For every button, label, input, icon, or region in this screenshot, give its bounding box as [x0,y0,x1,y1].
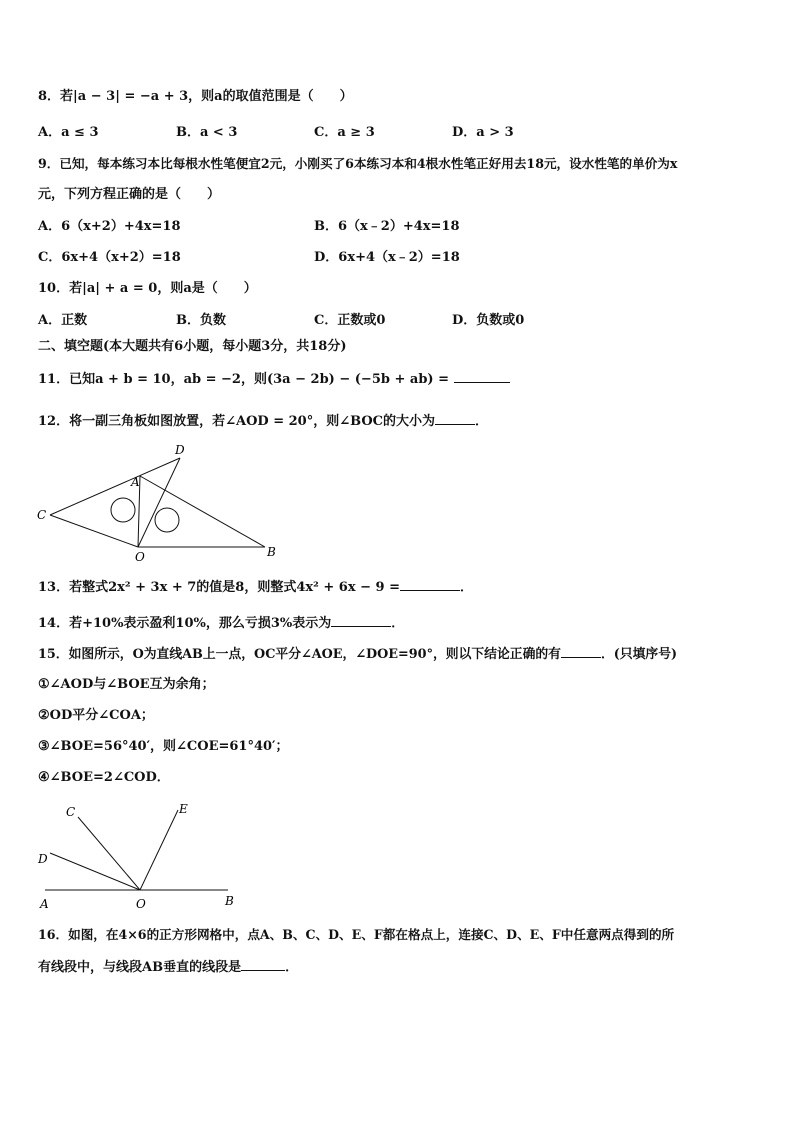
ray-oc [78,817,140,890]
q10-option-c: C．正数或0 [314,313,386,328]
q14-answer-blank[interactable] [331,613,391,627]
q15-item-2: ②OD平分∠COA； [38,708,154,723]
q8-option-c: C．a ≥ 3 [314,125,375,140]
q9-stem-line1: 9．已知，每本练习本比每根水性笔便宜2元，小刚买了6本练习本和4根水性笔正好用去18元，设水性笔的单价为x [38,156,678,171]
q16-answer-blank[interactable] [241,957,285,971]
q15-answer-blank[interactable] [561,644,601,658]
q8-option-d: D．a > 3 [452,125,514,140]
label-o: O [136,897,146,911]
label-b: B [267,545,276,559]
figure-triangles [30,440,290,565]
q13-answer-blank[interactable] [400,577,460,591]
q14-tail: ． [391,616,405,631]
q14-text: 14．若+10%表示盈利10%，那么亏损3%表示为 [38,616,332,631]
q15-tail: ．(只填序号) [600,647,678,662]
q9-stem-line2: 元，下列方程正确的是（ ） [38,187,221,202]
q15-item-3: ③∠BOE=56°40′，则∠COE=61°40′； [38,739,289,754]
label-a: A [131,475,140,489]
q8-option-b: B．a < 3 [176,125,238,140]
q11-answer-blank[interactable] [454,369,510,383]
q16-line1: 16．如图，在4×6的正方形网格中，点A、B、C、D、E、F都在格点上，连接C、D、E、F中任意两点得到的所 [38,927,675,942]
ray-oe [140,810,178,890]
q12-tail: ． [475,414,489,429]
segment-co [50,515,138,547]
q8-option-a: A．a ≤ 3 [38,125,99,140]
q13-text: 13．若整式2x² + 3x + 7的值是8，则整式4x² + 6x − 9 = [38,580,400,595]
q9-option-d: D．6x+4（x﹣2）=18 [314,250,460,265]
q12-answer-blank[interactable] [435,411,475,425]
q15-item-4: ④∠BOE=2∠COD． [38,770,170,785]
section-heading: 二、填空题(本大题共有6小题，每小题3分，共18分) [38,339,347,354]
label-e: E [179,802,188,816]
hole-right [155,508,179,532]
q15-text: 15．如图所示，O为直线AB上一点，OC平分∠AOE，∠DOE=90°，则以下结论正确的有 [38,647,561,662]
q16-row [38,957,298,977]
q8-stem: 8．若|a − 3| = −a + 3，则a的取值范围是（ ） [38,89,353,104]
q15-item-1: ①∠AOD与∠BOE互为余角； [38,677,215,692]
q13-row [38,577,473,597]
label-b: B [225,894,234,908]
q10-stem: 10．若|a| + a = 0，则a是（ ） [38,281,257,296]
q15-row [38,644,677,664]
q9-option-b: B．6（x﹣2）+4x=18 [314,219,460,234]
q10-option-a: A．正数 [38,313,88,328]
label-c: C [37,508,47,522]
segment-do [138,458,180,547]
q10-option-b: B．负数 [176,313,226,328]
segment-cd [50,458,180,515]
label-d: D [175,443,185,457]
ray-od [50,853,140,890]
label-c: C [66,805,76,819]
q11-row [38,369,510,389]
q14-row [38,613,404,633]
q12-row [38,411,488,431]
q16-line2: 有线段中，与线段AB垂直的线段是 [38,960,242,975]
q13-tail: ． [460,580,474,595]
label-o: O [135,550,145,564]
label-d: D [38,852,48,866]
q12-text: 12．将一副三角板如图放置，若∠AOD = 20°，则∠BOC的大小为 [38,414,435,429]
q9-option-c: C．6x+4（x+2）=18 [38,250,181,265]
hole-left [111,498,135,522]
figure-angles [30,795,250,915]
label-a: A [40,897,49,911]
q10-option-d: D．负数或0 [452,313,525,328]
q9-option-a: A．6（x+2）+4x=18 [38,219,181,234]
q11-text: 11．已知a + b = 10，ab = −2，则(3a − 2b) − (−5b + ab) = [38,372,449,387]
q16-tail: ． [285,960,299,975]
